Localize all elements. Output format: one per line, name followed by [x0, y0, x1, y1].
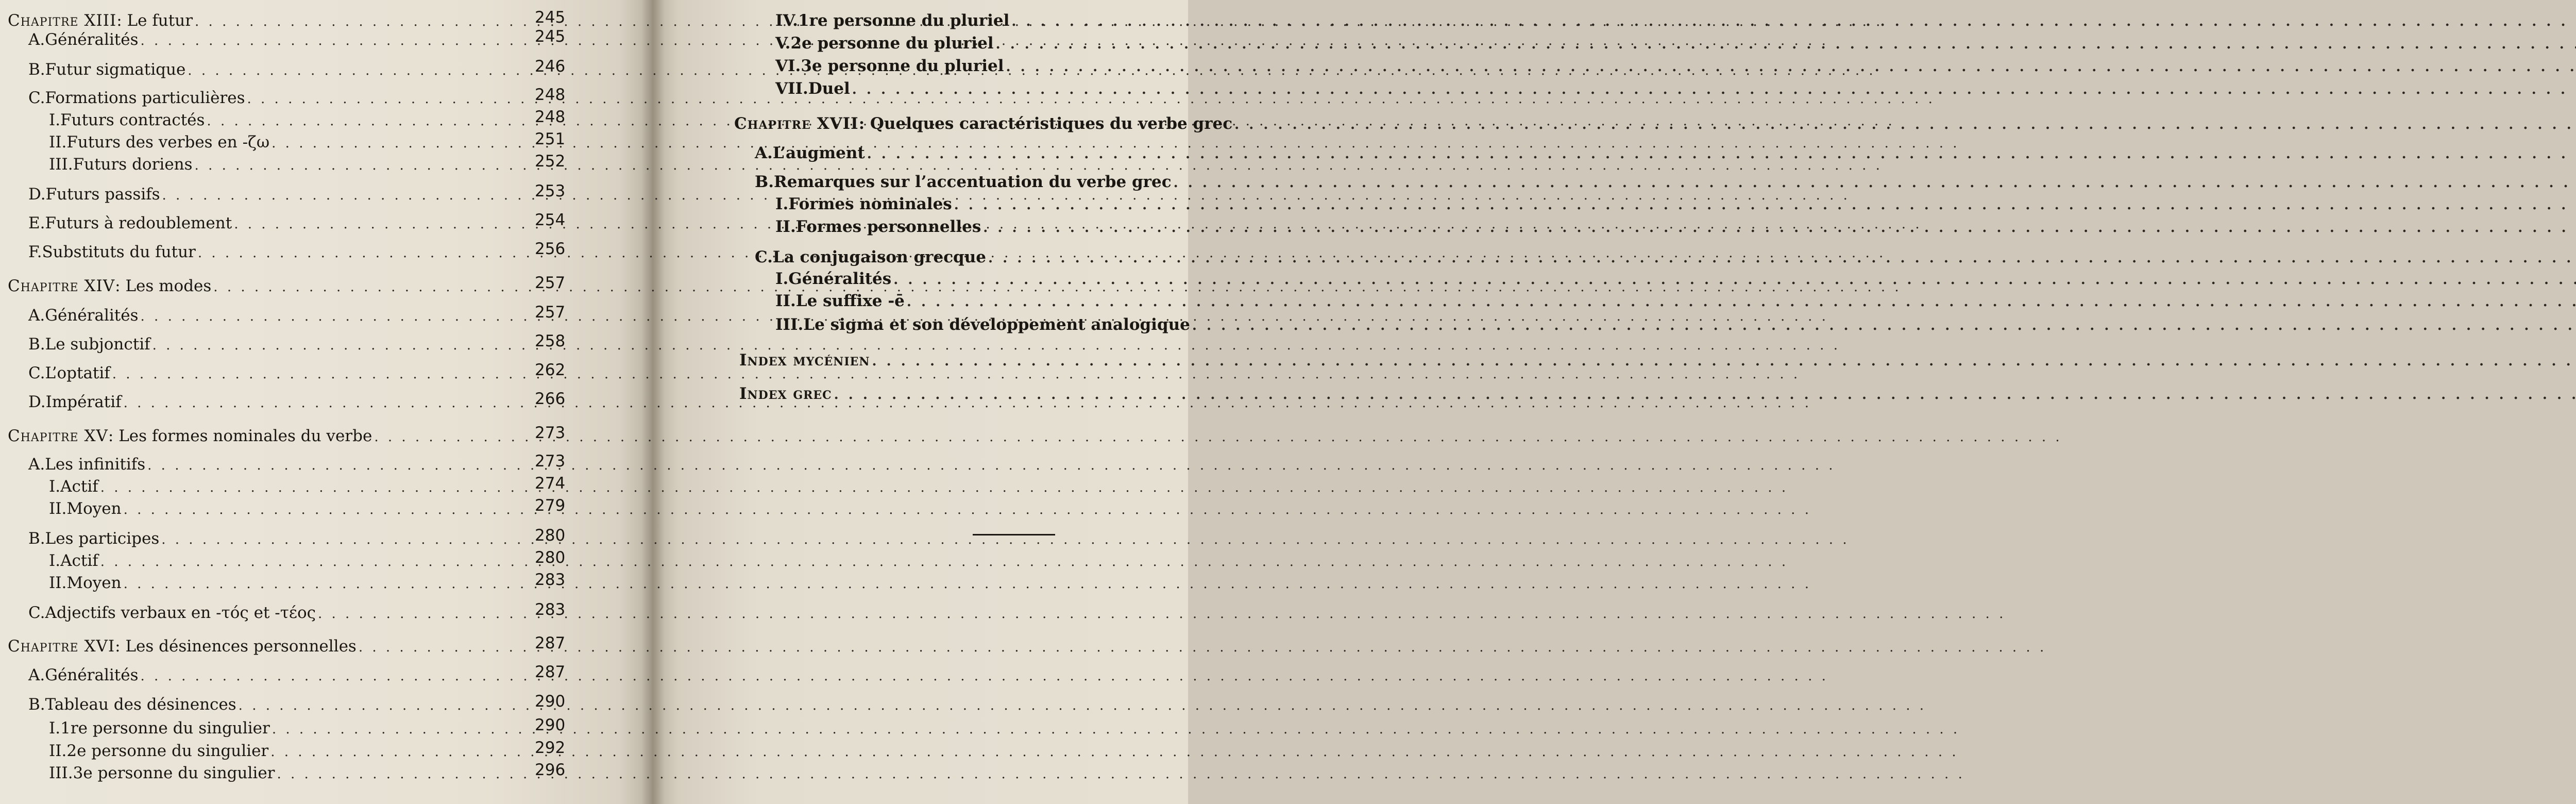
entry-title: Moyen [66, 499, 122, 518]
page-number: 262 [535, 361, 566, 379]
page-number: 256 [535, 240, 566, 258]
toc-chapter-row [734, 112, 1233, 135]
entry-number: E. [28, 214, 45, 232]
entry-title: Adjectifs verbaux en -τός et -τέος [45, 604, 316, 622]
entry-title: : Le futur [116, 11, 193, 30]
dot-leader [139, 665, 1828, 688]
entry-number: III. [49, 155, 73, 174]
toc-entry-row [28, 58, 523, 81]
toc-entry-row [28, 183, 523, 206]
toc-entry-row [49, 131, 523, 154]
toc-entry-row [28, 28, 523, 51]
dot-leader [891, 269, 2576, 291]
page-number: 266 [535, 390, 566, 408]
entry-number: A. [28, 306, 45, 325]
entry-number: B. [28, 335, 45, 354]
dot-leader [986, 247, 2576, 270]
entry-title: : Les modes [115, 277, 212, 295]
entry-title: Généralités [788, 270, 892, 288]
index-label: Index grec [739, 384, 832, 403]
page-number: 287 [535, 663, 566, 681]
toc-entry-row [775, 9, 1188, 32]
entry-number: D. [28, 185, 46, 204]
dot-leader [122, 573, 1811, 595]
entry-title: 2e personne du pluriel [790, 34, 994, 53]
page-number: 254 [535, 211, 566, 229]
toc-entry-row [755, 171, 1188, 193]
page-number: 246 [535, 57, 566, 76]
page-number: 248 [535, 108, 566, 126]
page-number: 280 [535, 548, 566, 567]
entry-title: Généralités [45, 30, 139, 49]
entry-title: Le suffixe -ē [795, 292, 905, 310]
toc-entry-row [775, 290, 1188, 312]
entry-number: B. [28, 695, 45, 714]
entry-number: A. [28, 30, 45, 49]
entry-number: B. [28, 529, 45, 548]
toc-entry-row [775, 193, 1188, 215]
page-number: 290 [535, 716, 566, 734]
toc-chapter-row [8, 425, 523, 447]
entry-title: Généralités [45, 306, 139, 325]
entry-title: Généralités [45, 666, 139, 684]
page-number: 279 [535, 496, 566, 515]
toc-entry-row [49, 549, 523, 572]
entry-title: L’optatif [45, 364, 110, 382]
toc-entry-row [28, 241, 523, 263]
dot-leader [159, 528, 1849, 551]
entry-title: 2e personne du singulier [66, 742, 269, 760]
entry-number: I. [49, 477, 61, 496]
entry-title: Futurs des verbes en -ζω [66, 133, 270, 152]
page-number: 257 [535, 274, 566, 292]
toc-entry-row [49, 109, 523, 131]
dot-leader [850, 78, 2576, 101]
chapter-label: Chapitre XIV [8, 277, 115, 295]
entry-number: II. [775, 292, 796, 310]
entry-title: Le subjonctif [45, 335, 150, 354]
toc-entry-row [28, 304, 523, 327]
entry-title: Tableau des désinences [45, 695, 236, 714]
toc-index-row [739, 382, 1188, 405]
dot-leader [870, 350, 2576, 373]
entry-title: Moyen [66, 574, 122, 592]
entry-number: II. [775, 217, 796, 236]
entry-title: Futurs passifs [45, 185, 160, 204]
dot-leader [98, 476, 1788, 499]
page-number: 292 [535, 739, 566, 757]
toc-entry-row [28, 212, 523, 234]
toc-entry-row [28, 527, 523, 550]
dot-leader [952, 194, 2576, 216]
page-number: 258 [535, 332, 566, 350]
entry-title: L’augment [772, 144, 865, 162]
entry-title: : Les désinences personnelles [115, 637, 357, 656]
page-number: 287 [535, 634, 566, 652]
toc-index-row [739, 349, 1188, 372]
entry-title: Formes nominales [788, 195, 952, 213]
page-number: 273 [535, 424, 566, 442]
page-number: 257 [535, 303, 566, 322]
chapter-label: Chapitre XVI [8, 637, 115, 656]
toc-entry-row [49, 762, 523, 784]
entry-title: Formes personnelles [795, 217, 981, 236]
entry-number: III. [775, 315, 804, 334]
dot-leader [1190, 314, 2576, 337]
dot-leader [1004, 56, 2576, 78]
page-number: 290 [535, 692, 566, 711]
entry-number: IV. [775, 11, 798, 30]
entry-title: Impératif [45, 393, 122, 411]
dot-leader [98, 550, 1788, 573]
entry-title: 1re personne du pluriel [798, 11, 1010, 30]
entry-number: A. [755, 144, 773, 162]
dot-leader [236, 694, 1926, 717]
page-number: 253 [535, 182, 566, 200]
entry-number: C. [28, 364, 45, 382]
entry-number: C. [28, 604, 45, 622]
entry-number: V. [775, 34, 791, 53]
toc-entry-row [775, 313, 1188, 336]
toc-entry-row [49, 497, 523, 520]
entry-title: : Les formes nominales du verbe [108, 427, 372, 445]
toc-entry-row [755, 142, 1188, 164]
toc-entry-row [49, 475, 523, 498]
toc-entry-row [775, 77, 1188, 100]
toc-entry-row [28, 362, 523, 384]
dot-leader [275, 763, 1964, 785]
entry-title: : Quelques caractéristiques du verbe grec [858, 114, 1233, 133]
toc-chapter-row [8, 635, 523, 658]
chapter-label: Chapitre XIII [8, 11, 117, 30]
toc-entry-row [775, 215, 1188, 238]
dot-leader [981, 216, 2576, 239]
dot-leader [1172, 172, 2576, 194]
chapter-label: Chapitre XVII [734, 114, 859, 133]
entry-number: II. [49, 742, 67, 760]
entry-number: B. [28, 60, 45, 79]
entry-title: Duel [808, 79, 850, 98]
dot-leader [832, 383, 2576, 406]
index-label: Index mycénien [739, 351, 870, 370]
toc-chapter-row [8, 275, 523, 297]
entry-title: Formations particulières [45, 89, 245, 107]
entry-number: I. [775, 195, 789, 213]
entry-title: Actif [60, 551, 98, 570]
dot-leader [316, 602, 2006, 625]
dot-leader [1009, 10, 2576, 33]
page-number: 296 [535, 761, 566, 779]
toc-entry-row [28, 333, 523, 356]
page-number: 283 [535, 600, 566, 619]
page-number: 283 [535, 571, 566, 589]
chapter-label: Chapitre XV [8, 427, 108, 445]
entry-title: Futurs à redoublement [45, 214, 232, 232]
page-number: 274 [535, 474, 566, 493]
toc-entry-row [28, 453, 523, 476]
toc-entry-row [28, 664, 523, 686]
entry-number: C. [28, 89, 45, 107]
entry-number: A. [28, 666, 45, 684]
entry-title: La conjugaison grecque [772, 248, 986, 266]
entry-title: Futur sigmatique [45, 60, 186, 79]
entry-number: I. [49, 719, 61, 738]
toc-entry-row [49, 572, 523, 594]
entry-title: Remarques sur l’accentuation du verbe grec [774, 173, 1172, 191]
dot-leader [865, 143, 2576, 165]
toc-entry-row [775, 55, 1188, 77]
entry-number: I. [49, 111, 61, 129]
entry-title: 1re personne du singulier [60, 719, 270, 738]
entry-number: I. [775, 270, 789, 288]
page-number: 280 [535, 526, 566, 545]
toc-entry-row [28, 391, 523, 413]
entry-number: B. [755, 173, 774, 191]
page-number: 251 [535, 130, 566, 148]
entry-number: VI. [775, 57, 801, 75]
entry-number: II. [49, 574, 67, 592]
toc-entry-row [775, 32, 1188, 55]
dot-leader [145, 454, 1835, 477]
entry-number: I. [49, 551, 61, 570]
toc-entry-row [775, 267, 1188, 290]
dot-leader [905, 291, 2576, 313]
toc-entry-row [28, 693, 523, 716]
entry-title: Le sigma et son développement analogique [803, 315, 1190, 334]
entry-number: D. [28, 393, 46, 411]
dot-leader [122, 498, 1811, 521]
page-number: 252 [535, 152, 566, 171]
toc-entry-row [755, 246, 1188, 269]
entry-number: C. [755, 248, 773, 266]
page-number: 273 [535, 452, 566, 471]
dot-leader [372, 426, 2062, 448]
entry-title: Les infinitifs [45, 455, 146, 474]
entry-number: III. [49, 764, 73, 782]
entry-number: VII. [775, 79, 808, 98]
dot-leader [1232, 113, 2576, 136]
page-number: 248 [535, 86, 566, 104]
entry-title: Futurs doriens [73, 155, 193, 174]
entry-title: Substituts du futur [42, 243, 196, 261]
entry-title: Actif [60, 477, 98, 496]
entry-title: Futurs contractés [60, 111, 205, 129]
page-number: 245 [535, 8, 566, 27]
entry-title: 3e personne du singulier [73, 764, 275, 782]
toc-entry-row [28, 87, 523, 109]
toc-entry-row [28, 601, 523, 624]
dot-leader [357, 636, 2046, 659]
toc-entry-row [49, 740, 523, 762]
entry-number: F. [28, 243, 42, 261]
entry-number: II. [49, 499, 67, 518]
page-number: 245 [535, 27, 566, 46]
dot-leader [994, 33, 2576, 56]
toc-entry-row [49, 717, 523, 740]
entry-number: II. [49, 133, 67, 152]
entry-title: 3e personne du pluriel [801, 57, 1004, 75]
dot-leader [270, 718, 1960, 741]
toc-entry-row [49, 153, 523, 176]
dot-leader [268, 741, 1958, 763]
entry-number: A. [28, 455, 45, 474]
entry-title: Les participes [45, 529, 160, 548]
